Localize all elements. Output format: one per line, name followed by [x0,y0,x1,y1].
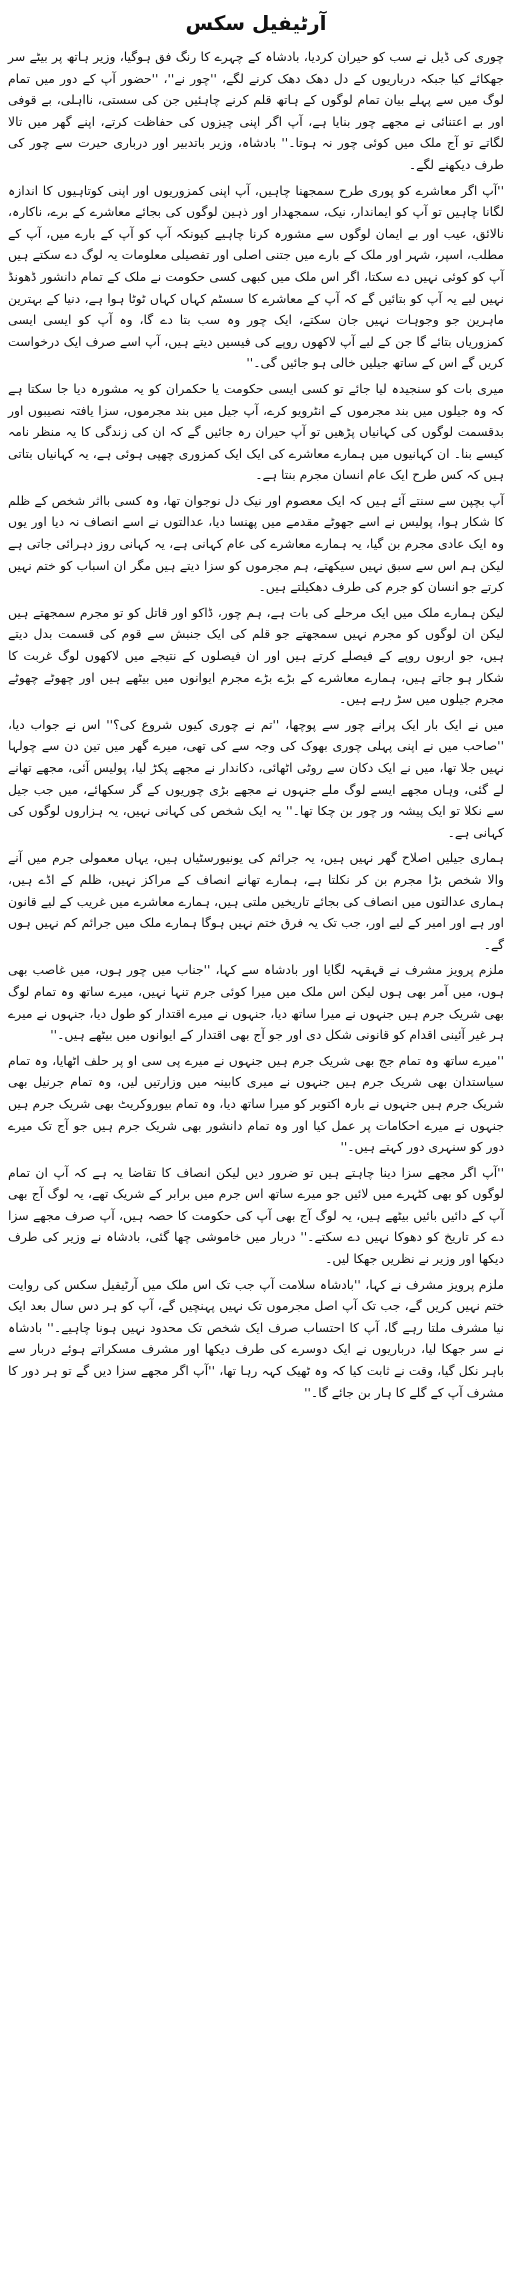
article-paragraph: میری بات کو سنجیدہ لیا جائے تو کسی ایسی حکومت یا حکمران کو یہ مشورہ دیا جا سکتا ہے کہ وہ جیلوں میں بند مجرموں کے انٹرویو کرے، آپ جیل میں بند مجرموں، سزا یافتہ نصیبوں اور بدقسمت لوگوں کی کہانیاں پڑھیں تو آپ حیران رہ جائیں گے کہ ان کی زندگی کا یہ منظر نامہ کیسے بنا۔ ان کہانیوں میں ہمارے معاشرے کی ایک ایک کمزوری چھپی ہوئی ہے، یہ کہانیاں بتاتی ہیں کہ کس طرح ایک عام انسان مجرم بنتا ہے۔ [8,380,504,483]
article-paragraph: آپ بچپن سے سنتے آئے ہیں کہ ایک معصوم اور نیک دل نوجوان تھا، وہ کسی بااثر شخص کے ظلم کا شکار ہوا، پولیس نے اسے جھوٹے مقدمے میں پھنسا دیا، عدالتوں نے اسے انصاف نہ دیا اور یوں وہ ایک عادی مجرم بن گیا، یہ ہمارے معاشرے کی عام کہانی ہے، یہ کہانی روز دہرائی جاتی ہے لیکن ہم اس سے سبق نہیں سیکھتے، ہم مجرموں کو سزا دیتے ہیں مگر ان اسباب کو ختم نہیں کرتے جو انسان کو جرم کی طرف دھکیلتے ہیں۔ [8,492,504,595]
article-paragraph: ''آپ اگر معاشرے کو پوری طرح سمجھنا چاہیں، آپ اپنی کمزوریوں اور اپنی کوتاہیوں کا اندازہ لگانا چاہیں تو آپ کو ایماندار، نیک، سمجھدار اور ذہین لوگوں کی بجائے معاشرے کے برے، ناکارہ، نالائق، عیب اور بے ایمان لوگوں سے مشورہ کرنا چاہیے کیونکہ آپ کو آپ کے بارے میں، آپ کے مطلب، اسپر، شہر اور ملک کے بارے میں جتنی اصلی اور تفصیلی معلومات یہ لوگ دے سکتے ہیں آپ کو کوئی نہیں دے سکتا، اگر اس ملک میں کبھی کسی حکومت نے ملک کے تمام دانشور ڈھونڈ نہیں لیے یہ آپ کو بتائیں گے کہ آپ کے معاشرے کا سسٹم کہاں کہاں ٹوٹا ہوا ہے، دنیا کے بہترین ماہرین جو وجوہات نہیں جان سکتے، ایک چور وہ سب بتا دے گا، وہ آپ کو ایسی ایسی کمزوریاں بتائے گا جن کے لیے آپ لاکھوں روپے کی فیسیں دیتے ہیں، آپ اسے صرف ایک درخواست کریں گے اس کے ساتھ جیلیں خالی ہو جائیں گی۔'' [8,182,504,371]
article-paragraph: ملزم پرویز مشرف نے قہقہہ لگایا اور بادشاہ سے کہا، ''جناب میں چور ہوں، میں غاصب بھی ہوں، میں آمر بھی ہوں لیکن اس ملک میں میرا کوئی جرم تنہا نہیں، میرے ساتھ وہ تمام لوگ بھی شریک جرم ہیں جنہوں نے میرا ساتھ دیا، جنہوں نے میرے اقتدار کو طول دیا، جنہوں نے میرے ہر غیر آئینی اقدام کو قانونی شکل دی اور جو آج بھی اقتدار کے ایوانوں میں بیٹھے ہیں۔'' [8,962,504,1043]
article-headline: آرٹیفیل سکس [185,11,327,35]
article-paragraph: ''آپ اگر مجھے سزا دینا چاہتے ہیں تو ضرور دیں لیکن انصاف کا تقاضا یہ ہے کہ آپ ان تمام لوگوں کو بھی کٹہرے میں لائیں جو میرے ساتھ اس جرم میں برابر کے شریک تھے، یہ لوگ آج بھی آپ کے دائیں بائیں بیٹھے ہیں، یہ لوگ آج بھی آپ کی حکومت کا حصہ ہیں، آپ صرف مجھے سزا دے کر تاریخ کو دھوکا نہیں دے سکتے۔'' دربار میں خاموشی چھا گئی، بادشاہ نے وزیر کی طرف دیکھا اور وزیر نے نظریں جھکا لیں۔ [8,1164,504,1267]
article-paragraph: ملزم پرویز مشرف نے کہا، ''بادشاہ سلامت آپ جب تک اس ملک میں آرٹیفیل سکس کی روایت ختم نہیں کریں گے، جب تک آپ اصل مجرموں تک نہیں پہنچیں گے، آپ کو ہر دس سال بعد ایک نیا مشرف ملتا رہے گا، آپ کا احتساب صرف ایک شخص تک محدود نہیں ہونا چاہیے۔'' بادشاہ نے سر جھکا لیا، درباریوں نے ایک دوسرے کی طرف دیکھا اور مشرف مسکراتے ہوئے دربار سے باہر نکل گیا، وقت نے ثابت کیا کہ وہ ٹھیک کہہ رہا تھا، ''آپ اگر مجھے سزا دیں گے تو ہر دور کا مشرف آپ کے گلے کا ہار بن جائے گا۔'' [8,1276,504,1400]
article-paragraph: لیکن ہمارے ملک میں ایک مرحلے کی بات ہے، ہم چور، ڈاکو اور قاتل کو تو مجرم سمجھتے ہیں لیکن ان لوگوں کو مجرم نہیں سمجھتے جو قلم کی ایک جنبش سے قوم کی قسمت بدل دیتے ہیں، جو اربوں روپے کے فیصلے کرتے ہیں اور ان فیصلوں کے نتیجے میں لاکھوں لوگ غربت کا شکار ہو جاتے ہیں، ہمارے معاشرے کے بڑے بڑے مجرم ایوانوں میں بیٹھے ہیں اور چھوٹے چھوٹے مجرم جیلوں میں سڑ رہے ہیں۔ [8,604,504,707]
article-paragraph: ''میرے ساتھ وہ تمام جج بھی شریک جرم ہیں جنہوں نے میرے پی سی او پر حلف اٹھایا، وہ تمام سیاستدان بھی شریک جرم ہیں جنہوں نے میری کابینہ میں وزارتیں لیں، وہ تمام جرنیل بھی شریک جرم ہیں جنہوں نے بارہ اکتوبر کو میرا ساتھ دیا، وہ تمام بیوروکریٹ بھی شریک جرم ہیں جنہوں نے میرے احکامات پر عمل کیا اور وہ تمام دانشور بھی شریک جرم ہیں جو آج تک میرے دور کو سنہری دور کہتے ہیں۔'' [8,1052,504,1155]
article-paragraph: چوری کی ڈیل نے سب کو حیران کردیا، بادشاہ کے چہرے کا رنگ فق ہوگیا، وزیر ہاتھ پر بیٹے سر جھکائے کیا جبکہ درباریوں کے دل دھک دھک کرنے لگے، ''چور نے''، ''حضور آپ کے دور میں تمام لوگ میں سے پہلے بیان تمام لوگوں کے ہاتھ قلم کرنے چاہئیں جن کی سستی، نااہلی، بے قوفی اور بے اعتنائی نے مجھے چور بنایا ہے، آپ اگر اپنی چیزوں کی حفاظت کرتے، اپنے گھر میں تالا لگاتے تو آج ملک میں کوئی چور نہ ہوتا۔'' بادشاہ، وزیر باتدبیر اور درباری حیرت سے چور کی طرف دیکھنے لگے۔ [8,49,504,172]
article-paragraph: میں نے ایک بار ایک پرانے چور سے پوچھا، ''تم نے چوری کیوں شروع کی؟'' اس نے جواب دیا، ''صاحب میں نے اپنی پہلی چوری بھوک کی وجہ سے کی تھی، میرے گھر میں تین دن سے چولہا نہیں جلا تھا، میں نے ایک دکان سے روٹی اٹھائی، دکاندار نے مجھے پکڑ لیا، پولیس آئی، مجھے تھانے لے گئی، وہاں مجھے ایسے لوگ ملے جنہوں نے مجھے بڑی چوریوں کے گر سکھائے، میں جب جیل سے نکلا تو ایک پیشہ ور چور بن چکا تھا۔'' یہ ایک شخص کی کہانی نہیں، یہ ہزاروں لوگوں کی کہانی ہے۔ [8,716,504,840]
article-paragraph: ہماری جیلیں اصلاح گھر نہیں ہیں، یہ جرائم کی یونیورسٹیاں ہیں، یہاں معمولی جرم میں آنے والا شخص بڑا مجرم بن کر نکلتا ہے، ہمارے تھانے انصاف کے مراکز نہیں، ظلم کے اڈے ہیں، ہماری عدالتوں میں انصاف کی بجائے تاریخیں ملتی ہیں، ہمارے معاشرے میں غریب کے لیے قانون اور ہے اور امیر کے لیے اور، جب تک یہ فرق ختم نہیں ہوگا ہمارے ملک میں جرائم کم نہیں ہوں گے۔ [8,850,504,952]
